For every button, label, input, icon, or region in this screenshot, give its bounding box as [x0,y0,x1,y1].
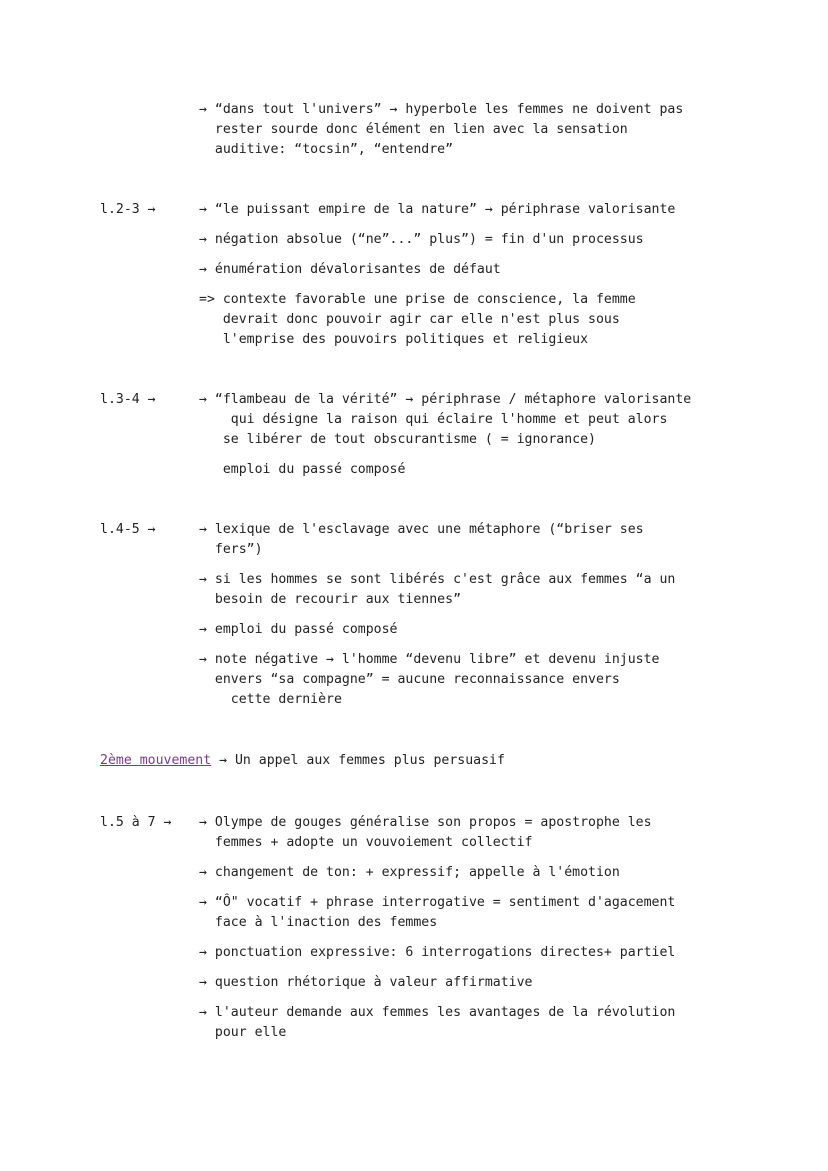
note-item: → si les hommes se sont libérés c'est grâce aux femmes “a un besoin de recourir aux tiennes” [199,572,676,607]
note-item: → négation absolue (“ne”...” plus”) = fin d'un processus [199,232,644,247]
note-block-intro [199,100,683,160]
note-item: → “le puissant empire de la nature” → périphrase valorisante [199,202,676,217]
note-item: → ponctuation expressive: 6 interrogations directes+ partiel [199,945,676,960]
line-reference-label: l.2-3 → [100,202,156,217]
note-item: → lexique de l'esclavage avec une métaphore (“briser ses fers”) [199,522,644,557]
note-item: → note négative → l'homme “devenu libre” et devenu injuste envers “sa compagne” = aucune reconnaissance envers cette dernière [199,652,660,707]
section-heading-text: → Un appel aux femmes plus persuasif [211,753,505,768]
section-heading-link[interactable]: 2ème mouvement [100,753,212,768]
note-block-l2-3 [199,200,675,350]
note-item: → énumération dévalorisantes de défaut [199,262,501,277]
line-reference-label: l.5 à 7 → [100,815,172,830]
note-block-l4-5 [199,520,675,710]
note-item: → “Ô" vocatif + phrase interrogative = sentiment d'agacement face à l'inaction des femmes [199,895,676,930]
note-block-l3-4 [199,390,691,480]
note-item: → “flambeau de la vérité” → périphrase / métaphore valorisante qui désigne la raison qui éclaire l'homme et peut alors se libérer de tout obscurantisme ( = ignorance) [199,392,692,447]
note-item: → changement de ton: + expressif; appelle à l'émotion [199,865,620,880]
note-item: → “dans tout l'univers” → hyperbole les femmes ne doivent pas rester sourde donc élément en lien avec la sensation auditive: “tocsin”, “entendre” [199,102,684,157]
line-reference-label: l.3-4 → [100,392,156,407]
note-item: emploi du passé composé [199,462,406,477]
note-item: → question rhétorique à valeur affirmative [199,975,533,990]
note-item: → emploi du passé composé [199,622,398,637]
note-item: => contexte favorable une prise de conscience, la femme devrait donc pouvoir agir car elle n'est plus sous l'emprise des pouvoirs politiques et religieux [199,292,636,347]
note-item: → Olympe de gouges généralise son propos = apostrophe les femmes + adopte un vouvoiement collectif [199,815,652,850]
line-reference-label: l.4-5 → [100,522,156,537]
note-block-l5-7 [199,813,675,1043]
note-item: → l'auteur demande aux femmes les avantages de la révolution pour elle [199,1005,676,1040]
section-heading [100,751,505,771]
